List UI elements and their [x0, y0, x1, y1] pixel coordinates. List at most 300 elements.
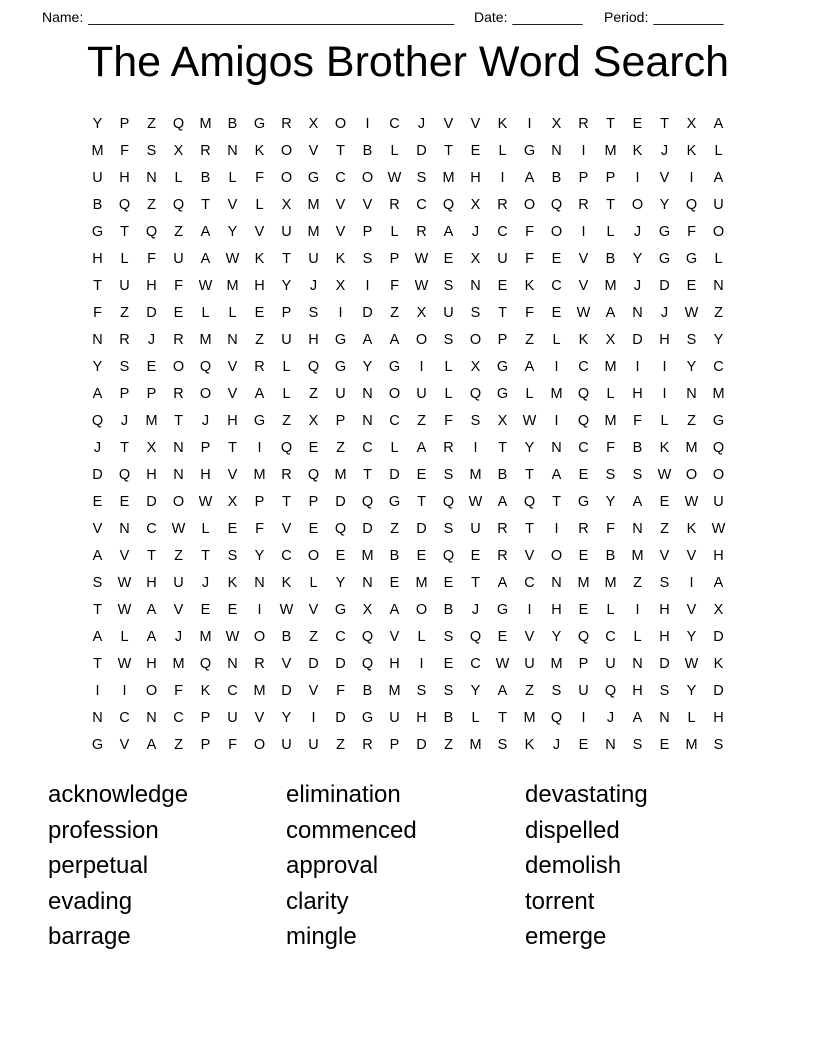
grid-letter: X — [281, 197, 292, 213]
grid-letter: R — [173, 386, 184, 402]
grid-letter: I — [419, 656, 424, 672]
grid-letter: I — [473, 440, 478, 456]
grid-letter: N — [146, 710, 157, 726]
grid-letter: L — [471, 710, 480, 726]
grid-letter: A — [146, 737, 157, 753]
word-search-grid — [84, 111, 732, 759]
period-label: Period: — [604, 9, 649, 25]
grid-letter: X — [173, 143, 184, 159]
grid-letter: D — [308, 656, 319, 672]
grid-letter: D — [335, 494, 346, 510]
grid-letter: B — [632, 440, 643, 456]
grid-letter: Z — [309, 386, 318, 402]
grid-letter: W — [468, 494, 483, 510]
grid-letter: C — [146, 521, 157, 537]
grid-letter: B — [443, 602, 454, 618]
grid-letter: N — [362, 413, 373, 429]
grid-letter: G — [577, 494, 590, 510]
grid-letter: G — [496, 602, 509, 618]
grid-letter: S — [443, 278, 454, 294]
grid-letter: L — [390, 224, 399, 240]
grid-letter: D — [713, 629, 724, 645]
word-list-item: profession — [48, 816, 159, 844]
grid-letter: Z — [525, 332, 534, 348]
grid-letter: Q — [604, 683, 617, 699]
grid-letter: S — [119, 359, 130, 375]
grid-letter: S — [470, 413, 481, 429]
grid-letter: R — [416, 224, 427, 240]
grid-letter: I — [662, 386, 667, 402]
grid-letter: V — [524, 629, 535, 645]
grid-letter: Y — [686, 629, 697, 645]
grid-letter: P — [200, 440, 211, 456]
grid-letter: X — [551, 116, 562, 132]
grid-letter: Y — [227, 224, 238, 240]
grid-letter: E — [443, 251, 454, 267]
grid-letter: L — [174, 170, 183, 186]
grid-letter: H — [227, 413, 238, 429]
grid-letter: L — [282, 359, 291, 375]
name-blank-line: _______________________________________________ — [88, 9, 455, 25]
grid-letter: N — [92, 332, 103, 348]
grid-letter: T — [147, 548, 156, 564]
grid-letter: L — [390, 143, 399, 159]
grid-letter: E — [146, 359, 157, 375]
grid-letter: H — [146, 278, 157, 294]
grid-letter: C — [470, 656, 481, 672]
grid-letter: O — [550, 548, 563, 564]
grid-letter: B — [362, 683, 373, 699]
grid-letter: G — [388, 494, 401, 510]
word-list-item: dispelled — [525, 816, 620, 844]
grid-letter: D — [416, 521, 427, 537]
grid-letter: U — [119, 278, 130, 294]
word-list-item: emerge — [525, 923, 607, 950]
grid-letter: W — [711, 521, 726, 537]
grid-letter: A — [497, 683, 508, 699]
grid-letter: W — [117, 656, 132, 672]
grid-letter: W — [414, 278, 429, 294]
grid-letter: M — [550, 656, 563, 672]
grid-letter: D — [416, 143, 427, 159]
grid-letter: E — [686, 278, 697, 294]
grid-letter: V — [227, 197, 238, 213]
grid-letter: Q — [280, 440, 293, 456]
grid-letter: A — [497, 494, 508, 510]
grid-letter: R — [254, 656, 265, 672]
grid-letter: U — [335, 386, 346, 402]
grid-letter: S — [443, 521, 454, 537]
grid-letter: C — [389, 116, 400, 132]
grid-letter: Z — [390, 305, 399, 321]
grid-letter: Y — [632, 251, 643, 267]
grid-letter: Y — [659, 197, 670, 213]
grid-letter: Y — [362, 359, 373, 375]
grid-letter: S — [713, 737, 724, 753]
grid-letter: W — [522, 413, 537, 429]
grid-letter: H — [92, 251, 103, 267]
grid-letter: V — [443, 116, 454, 132]
grid-letter: T — [93, 278, 102, 294]
grid-letter: D — [362, 521, 373, 537]
grid-letter: S — [308, 305, 319, 321]
grid-letter: V — [92, 521, 103, 537]
grid-letter: S — [632, 467, 643, 483]
grid-letter: H — [713, 548, 724, 564]
grid-letter: F — [390, 278, 399, 294]
grid-letter: K — [254, 143, 265, 159]
grid-letter: W — [225, 629, 240, 645]
grid-letter: J — [147, 332, 156, 348]
grid-letter: R — [173, 332, 184, 348]
grid-letter: U — [281, 737, 292, 753]
grid-letter: M — [604, 278, 617, 294]
grid-letter: V — [254, 710, 265, 726]
grid-letter: H — [119, 170, 130, 186]
grid-letter: A — [389, 332, 400, 348]
grid-letter: L — [714, 143, 723, 159]
grid-letter: W — [171, 521, 186, 537]
grid-letter: C — [119, 710, 130, 726]
grid-letter: C — [227, 683, 238, 699]
grid-letter: E — [578, 602, 589, 618]
grid-letter: R — [119, 332, 130, 348]
grid-letter: K — [632, 143, 643, 159]
grid-letter: H — [416, 710, 427, 726]
word-list-item: commenced — [286, 816, 417, 844]
grid-letter: B — [551, 170, 562, 186]
grid-letter: X — [713, 602, 724, 618]
grid-letter: O — [145, 683, 158, 699]
grid-letter: L — [660, 413, 669, 429]
grid-letter: A — [524, 359, 535, 375]
grid-letter: A — [254, 386, 265, 402]
grid-letter: V — [578, 251, 589, 267]
grid-letter: S — [443, 332, 454, 348]
grid-letter: H — [200, 467, 211, 483]
grid-letter: I — [419, 359, 424, 375]
grid-letter: F — [606, 521, 615, 537]
grid-letter: M — [199, 332, 212, 348]
grid-letter: M — [442, 170, 455, 186]
grid-letter: P — [389, 251, 400, 267]
grid-letter: W — [198, 278, 213, 294]
grid-letter: P — [335, 413, 346, 429]
grid-letter: I — [689, 170, 694, 186]
grid-letter: A — [713, 116, 724, 132]
grid-letter: I — [527, 602, 532, 618]
grid-letter: P — [146, 386, 157, 402]
word-list-item: devastating — [525, 781, 648, 808]
grid-letter: K — [281, 575, 292, 591]
grid-letter: O — [415, 602, 428, 618]
grid-letter: U — [416, 386, 427, 402]
grid-letter: M — [172, 656, 185, 672]
grid-letter: P — [281, 305, 292, 321]
grid-letter: S — [146, 143, 157, 159]
grid-letter: S — [362, 251, 373, 267]
grid-letter: Y — [470, 683, 481, 699]
grid-letter: A — [362, 332, 373, 348]
grid-letter: I — [554, 413, 559, 429]
grid-letter: C — [605, 629, 616, 645]
grid-letter: F — [147, 251, 156, 267]
grid-letter: V — [308, 683, 319, 699]
grid-letter: A — [146, 602, 157, 618]
word-list-item: perpetual — [48, 852, 149, 879]
grid-letter: C — [416, 197, 427, 213]
grid-letter: B — [389, 548, 400, 564]
grid-letter: E — [308, 440, 319, 456]
grid-letter: S — [686, 332, 697, 348]
grid-letter: S — [470, 305, 481, 321]
grid-letter: H — [659, 602, 670, 618]
grid-letter: Q — [361, 494, 374, 510]
grid-letter: A — [146, 629, 157, 645]
grid-letter: R — [200, 143, 211, 159]
grid-letter: D — [713, 683, 724, 699]
grid-letter: D — [335, 710, 346, 726]
grid-letter: V — [659, 548, 670, 564]
grid-letter: Q — [91, 413, 104, 429]
grid-letter: H — [146, 467, 157, 483]
grid-letter: P — [578, 656, 589, 672]
grid-letter: U — [713, 494, 724, 510]
grid-letter: R — [362, 737, 373, 753]
grid-letter: E — [470, 548, 481, 564]
grid-letter: T — [336, 143, 345, 159]
grid-letter: X — [470, 197, 481, 213]
grid-letter: Q — [172, 197, 185, 213]
grid-letter: W — [684, 494, 699, 510]
grid-letter: X — [308, 116, 319, 132]
grid-letter: L — [255, 197, 264, 213]
grid-letter: G — [334, 332, 347, 348]
grid-letter: B — [281, 629, 292, 645]
date-blank-line: _________ — [512, 9, 583, 25]
grid-letter: A — [551, 467, 562, 483]
grid-letter: N — [659, 710, 670, 726]
grid-letter: Q — [199, 656, 212, 672]
grid-letter: H — [470, 170, 481, 186]
date-label: Date: — [474, 9, 508, 25]
grid-letter: E — [578, 737, 589, 753]
grid-letter: T — [201, 197, 210, 213]
grid-letter: C — [524, 575, 535, 591]
grid-letter: T — [471, 575, 480, 591]
grid-letter: C — [578, 359, 589, 375]
grid-letter: W — [117, 575, 132, 591]
grid-letter: A — [632, 710, 643, 726]
grid-letter: Q — [577, 413, 590, 429]
grid-letter: T — [120, 440, 129, 456]
grid-letter: V — [119, 737, 130, 753]
grid-letter: V — [227, 386, 238, 402]
grid-letter: S — [443, 629, 454, 645]
grid-letter: Q — [334, 521, 347, 537]
grid-letter: A — [92, 386, 103, 402]
grid-letter: I — [581, 224, 586, 240]
grid-letter: B — [443, 710, 454, 726]
word-list-item: evading — [48, 887, 133, 915]
word-list-item: demolish — [525, 852, 622, 879]
grid-letter: Q — [469, 386, 482, 402]
grid-letter: N — [632, 521, 643, 537]
grid-letter: G — [388, 359, 401, 375]
grid-letter: U — [173, 251, 184, 267]
grid-letter: E — [551, 305, 562, 321]
grid-letter: Z — [714, 305, 723, 321]
grid-letter: N — [92, 710, 103, 726]
grid-letter: N — [227, 656, 238, 672]
grid-letter: V — [308, 602, 319, 618]
grid-letter: U — [713, 197, 724, 213]
grid-letter: A — [713, 170, 724, 186]
grid-letter: V — [227, 467, 238, 483]
grid-letter: G — [334, 602, 347, 618]
grid-letter: Q — [361, 629, 374, 645]
grid-letter: F — [633, 413, 642, 429]
grid-letter: R — [497, 197, 508, 213]
grid-letter: F — [255, 170, 264, 186]
grid-letter: M — [145, 413, 158, 429]
grid-letter: Q — [145, 224, 158, 240]
grid-letter: Y — [281, 710, 292, 726]
grid-letter: G — [307, 170, 320, 186]
grid-letter: Q — [577, 629, 590, 645]
grid-letter: M — [226, 278, 239, 294]
grid-letter: Q — [172, 116, 185, 132]
grid-letter: V — [362, 197, 373, 213]
grid-letter: M — [469, 737, 482, 753]
grid-letter: L — [201, 521, 210, 537]
grid-letter: I — [554, 521, 559, 537]
grid-letter: L — [390, 440, 399, 456]
grid-letter: Z — [417, 413, 426, 429]
grid-letter: T — [282, 251, 291, 267]
grid-letter: C — [335, 629, 346, 645]
grid-letter: S — [416, 170, 427, 186]
grid-letter: X — [416, 305, 427, 321]
name-label: Name: — [42, 9, 84, 25]
grid-letter: Z — [282, 413, 291, 429]
grid-letter: L — [201, 305, 210, 321]
period-blank-line: _________ — [653, 9, 724, 25]
page-title: The Amigos Brother Word Search — [86, 38, 730, 86]
grid-letter: S — [659, 575, 670, 591]
grid-letter: D — [659, 278, 670, 294]
grid-letter: A — [632, 494, 643, 510]
grid-letter: Q — [523, 494, 536, 510]
grid-letter: D — [281, 683, 292, 699]
grid-letter: U — [524, 656, 535, 672]
grid-letter: O — [469, 332, 482, 348]
grid-letter: L — [525, 386, 534, 402]
grid-letter: H — [632, 386, 643, 402]
grid-letter: H — [551, 602, 562, 618]
grid-letter: I — [527, 116, 532, 132]
grid-letter: S — [227, 548, 238, 564]
grid-letter: E — [497, 629, 508, 645]
grid-letter: G — [496, 359, 509, 375]
grid-letter: U — [470, 521, 481, 537]
grid-letter: E — [632, 116, 643, 132]
grid-letter: O — [388, 386, 401, 402]
grid-letter: P — [389, 737, 400, 753]
grid-letter: V — [524, 548, 535, 564]
grid-letter: G — [253, 116, 266, 132]
grid-letter: S — [659, 683, 670, 699]
grid-letter: L — [228, 305, 237, 321]
grid-letter: C — [713, 359, 724, 375]
grid-letter: T — [444, 143, 453, 159]
grid-letter: F — [525, 251, 534, 267]
grid-letter: J — [201, 413, 210, 429]
grid-letter: D — [146, 305, 157, 321]
grid-letter: K — [335, 251, 346, 267]
grid-letter: L — [633, 629, 642, 645]
grid-letter: A — [200, 251, 211, 267]
grid-letter: L — [714, 251, 723, 267]
grid-letter: K — [200, 683, 211, 699]
grid-letter: S — [632, 737, 643, 753]
grid-letter: M — [523, 710, 536, 726]
grid-letter: F — [336, 683, 345, 699]
grid-letter: M — [307, 197, 320, 213]
grid-letter: E — [227, 602, 238, 618]
grid-letter: V — [173, 602, 184, 618]
grid-letter: T — [282, 494, 291, 510]
grid-letter: N — [146, 170, 157, 186]
grid-letter: U — [578, 683, 589, 699]
grid-letter: W — [684, 656, 699, 672]
grid-letter: Y — [713, 332, 724, 348]
grid-letter: H — [308, 332, 319, 348]
grid-letter: B — [362, 143, 373, 159]
grid-letter: I — [635, 602, 640, 618]
grid-letter: V — [281, 521, 292, 537]
grid-letter: I — [500, 170, 505, 186]
grid-letter: K — [686, 143, 697, 159]
grid-letter: H — [632, 683, 643, 699]
word-list-item: approval — [286, 852, 379, 879]
grid-letter: E — [659, 494, 670, 510]
grid-letter: N — [254, 575, 265, 591]
grid-letter: U — [92, 170, 103, 186]
grid-letter: E — [470, 143, 481, 159]
grid-letter: C — [389, 413, 400, 429]
grid-letter: P — [119, 386, 130, 402]
grid-letter: I — [365, 278, 370, 294]
name-field — [42, 8, 454, 26]
grid-letter: T — [93, 602, 102, 618]
grid-letter: I — [257, 602, 262, 618]
grid-letter: Q — [712, 440, 725, 456]
grid-letter: U — [443, 305, 454, 321]
grid-letter: T — [606, 116, 615, 132]
word-list-item: acknowledge — [48, 781, 189, 808]
grid-letter: T — [363, 467, 372, 483]
grid-letter: V — [389, 629, 400, 645]
grid-letter: N — [227, 143, 238, 159]
grid-letter: T — [525, 521, 534, 537]
grid-letter: Q — [577, 386, 590, 402]
grid-letter: G — [253, 413, 266, 429]
word-list-item: barrage — [48, 923, 131, 950]
grid-letter: A — [92, 629, 103, 645]
grid-letter: W — [414, 251, 429, 267]
grid-letter: M — [91, 143, 104, 159]
